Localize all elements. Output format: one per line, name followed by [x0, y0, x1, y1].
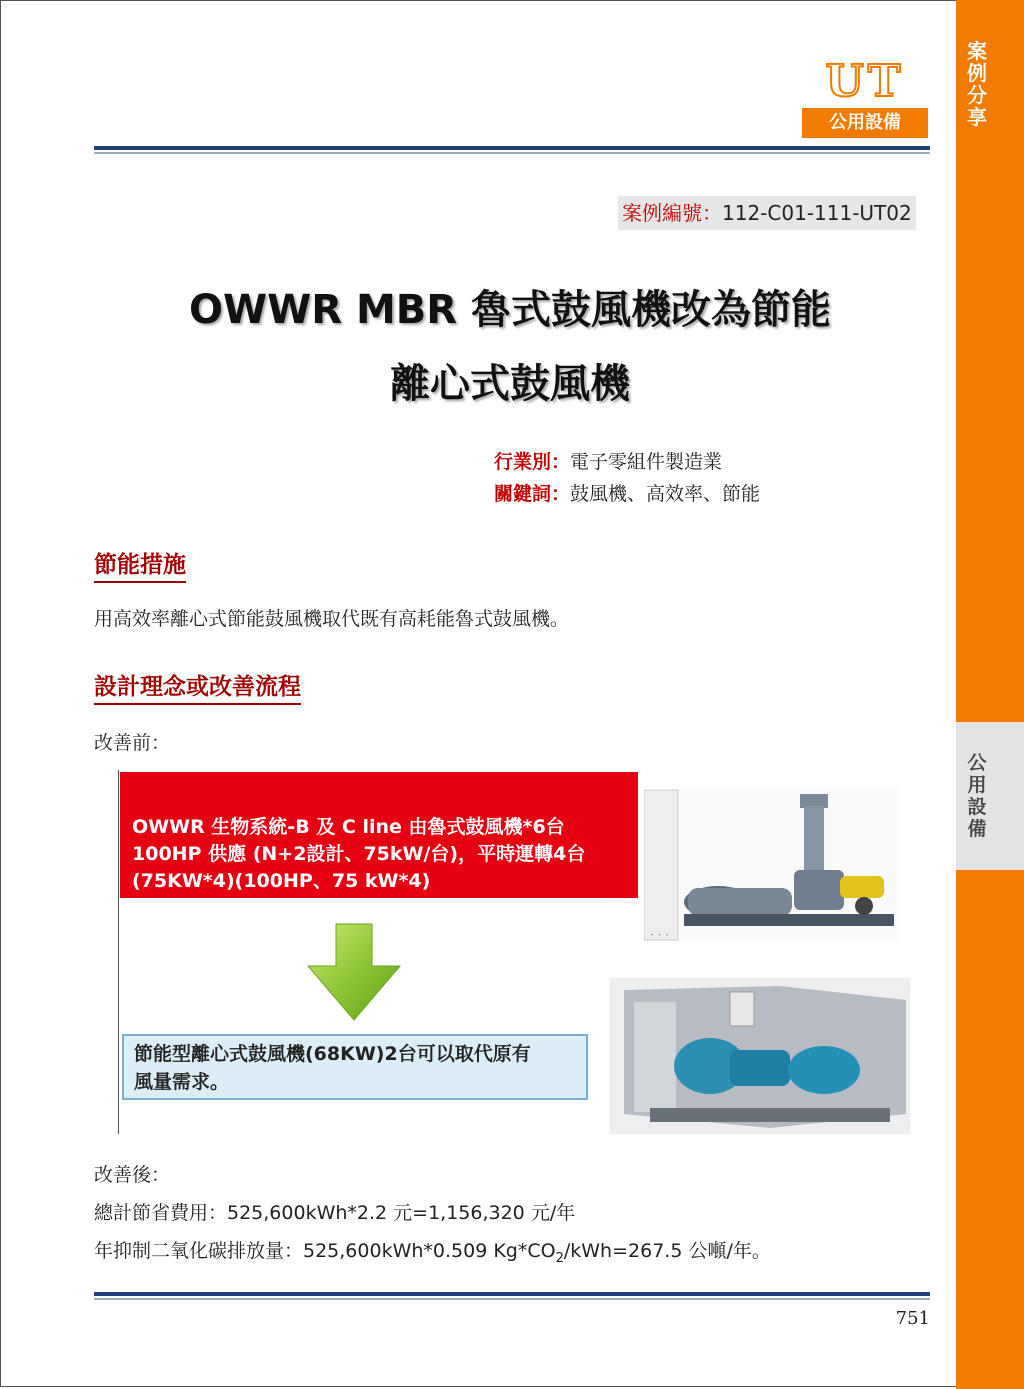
- co2-prefix: 年抑制二氧化碳排放量：525,600kWh*0.509 Kg*CO: [94, 1240, 556, 1262]
- page-title-line2: 離心式鼓風機: [390, 361, 630, 407]
- case-number-value: 112-C01-111-UT02: [722, 201, 912, 225]
- before-line-3: (75KW*4)(100HP、75 kW*4): [132, 870, 431, 892]
- saving-text: 總計節省費用：525,600kWh*2.2 元=1,156,320 元/年: [94, 1202, 576, 1224]
- before-line-1: OWWR 生物系統-B 及 C line 由魯式鼓風機*6台: [132, 816, 565, 838]
- figure-left-border: [118, 770, 119, 1134]
- industry-value: 電子零組件製造業: [570, 451, 723, 473]
- page-number: 751: [895, 1308, 930, 1329]
- case-number: [618, 196, 916, 230]
- keywords-label: 關鍵詞：: [494, 483, 571, 505]
- case-number-label: 案例編號：: [622, 201, 722, 225]
- footer-rule: [94, 1292, 930, 1300]
- after-label: 改善後：: [94, 1164, 171, 1186]
- header-rule: [94, 146, 930, 154]
- page-title-line1: OWWR MBR 魯式鼓風機改為節能: [189, 287, 831, 333]
- centrifugal-blower-image: [610, 978, 910, 1134]
- before-line-2: 100HP 供應 (N+2設計、75kW/台)，平時運轉4台: [132, 843, 586, 865]
- keywords-value: 鼓風機、高效率、節能: [570, 483, 761, 505]
- sidebar-tab-case-share: 案例分享: [967, 39, 987, 129]
- section-heading-design: 設計理念或改善流程: [94, 668, 301, 705]
- sidebar-section-label: 公用設備: [967, 752, 987, 840]
- measures-text: 用高效率離心式節能鼓風機取代既有高耗能魯式鼓風機。: [94, 608, 570, 630]
- logo-subtitle: 公用設備: [802, 108, 928, 138]
- sidebar-orange-band: [956, 0, 1024, 1389]
- figure-dots: · · ·: [650, 928, 670, 942]
- before-description-box: [120, 772, 638, 898]
- co2-suffix: /kWh=267.5 公噸/年。: [563, 1240, 771, 1262]
- industry-row: [494, 446, 722, 478]
- after-line-1: 節能型離心式鼓風機(68KW)2台可以取代原有: [134, 1043, 531, 1065]
- co2-subscript: 2: [555, 1250, 564, 1266]
- section-heading-measures: 節能措施: [94, 546, 186, 583]
- industry-label: 行業別：: [494, 451, 571, 473]
- after-description-box: [122, 1034, 588, 1100]
- down-arrow-icon: [306, 922, 402, 1022]
- keywords-row: [494, 478, 760, 510]
- before-label: 改善前：: [94, 732, 171, 754]
- logo-letters: UT: [825, 56, 905, 107]
- co2-text: [94, 1236, 771, 1266]
- ut-logo: [802, 56, 928, 133]
- after-line-2: 風量需求。: [134, 1071, 230, 1093]
- roots-blower-image: [644, 786, 900, 942]
